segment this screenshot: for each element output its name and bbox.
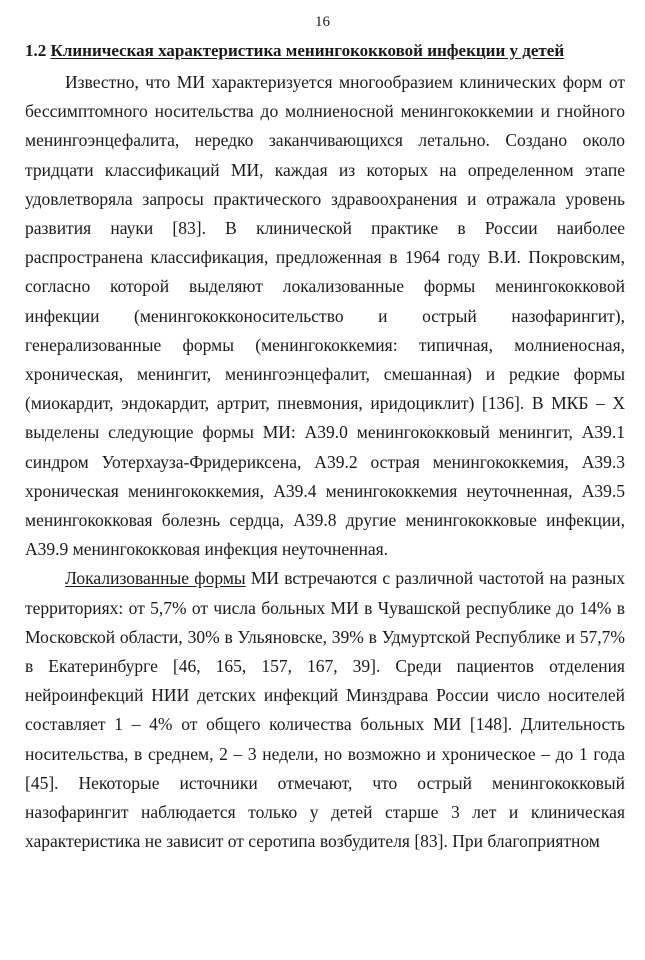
section-title: Клиническая характеристика менингококковой инфекции у детей (50, 41, 565, 60)
body-text (25, 68, 625, 856)
page-number: 16 (315, 14, 330, 30)
paragraph-2-text: МИ встречаются с различной частотой на разных территориях: от 5,7% от числа больных МИ в Чувашской республике до 14% в Московской области, 30% в Ульяновске, 39% в Удмуртской Республике и 57,7% в Екатеринбурге [46, 165, 157, 167, 39]. Среди пациентов отделения нейроинфекций НИИ детских инфекций Минздрава России число носителей составляет 1 – 4% от общего количества больных МИ [148]. Длительность носительства, в среднем, 2 – 3 недели, но возможно и хроническое – до 1 года [45]. Некоторые источники отмечают, что острый менингококковый назофарингит наблюдается только у детей старше 3 лет и клиническая характеристика не зависит от серотипа возбудителя [83]. При благоприятном (25, 568, 625, 852)
paragraph-2-lead: Локализованные формы (65, 568, 246, 589)
paragraph-2 (25, 564, 625, 856)
paragraph-1: Известно, что МИ характеризуется многообразием клинических форм от бессимптомного носительства до молниеносной менингококкемии и гнойного менингоэнцефалита, нередко заканчивающихся летально. Создано около тридцати классификаций МИ, каждая из которых на определенном этапе удовлетворяла запросы практического здравоохранения и отражала уровень развития науки [83]. В клинической практике в России наиболее распространена классификация, предложенная в 1964 году В.И. Покровским, согласно которой выделяют локализованные формы менингококковой инфекции (менингококконосительство и острый назофарингит), генерализованные формы (менингококкемия: типичная, молниеносная, хроническая, менингит, менингоэнцефалит, смешанная) и редкие формы (миокардит, эндокардит, артрит, пневмония, иридоциклит) [136]. В МКБ – X выделены следующие формы МИ: А39.0 менингококковый менингит, А39.1 синдром Уотерхауза-Фридериксена, А39.2 острая менингококкемия, А39.3 хроническая менингококкемия, А39.4 менингококкемия неуточненная, А39.5 менингококковая болезнь сердца, А39.8 другие менингококковые инфекции, А39.9 менингококковая инфекция неуточненная. (25, 72, 625, 560)
section-heading (25, 40, 625, 62)
section-number: 1.2 (25, 41, 47, 60)
